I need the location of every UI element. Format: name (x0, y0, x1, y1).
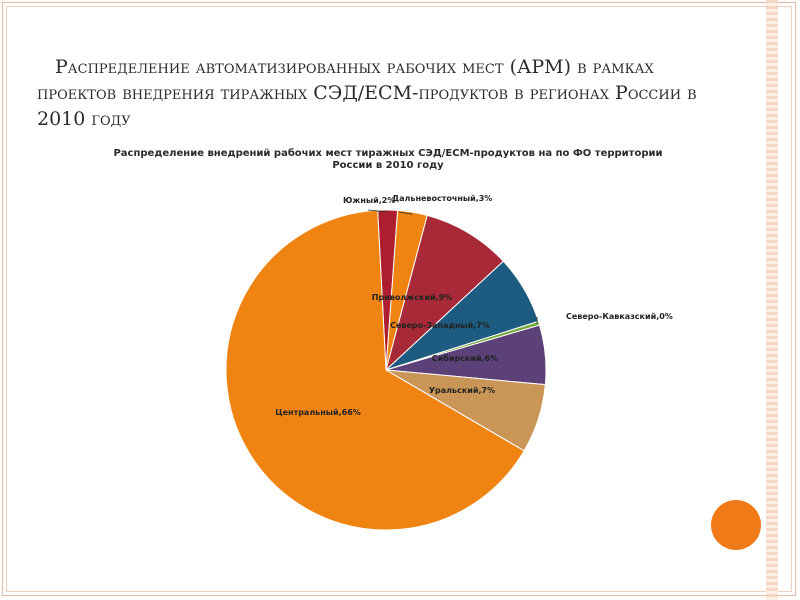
slice-label: Северо-Западный,7% (390, 321, 490, 330)
chart-title-line-2: России в 2010 году (332, 160, 444, 171)
slide-title: Распределение автоматизированных рабочих мест (АРМ) в рамках проектов внедрения тиражных СЭД/ECM-продуктов в регионах России в 2010 году (37, 56, 697, 130)
chart-title-line-1: Распределение внедрений рабочих мест тиражных СЭД/ECM-продуктов на по ФО территории (113, 148, 663, 159)
slice-label: Приволжский,9% (371, 293, 453, 302)
slice-label: Северо-Кавказский,0% (566, 312, 673, 321)
slice-label: Центральный,66% (275, 408, 361, 417)
slice-label: Сибирский,6% (431, 354, 499, 363)
pie-slices (226, 210, 546, 530)
slice-label: Южный,2% (343, 196, 396, 205)
slice-label: Уральский,7% (428, 386, 496, 395)
slice-label: Дальневосточный,3% (392, 194, 493, 203)
